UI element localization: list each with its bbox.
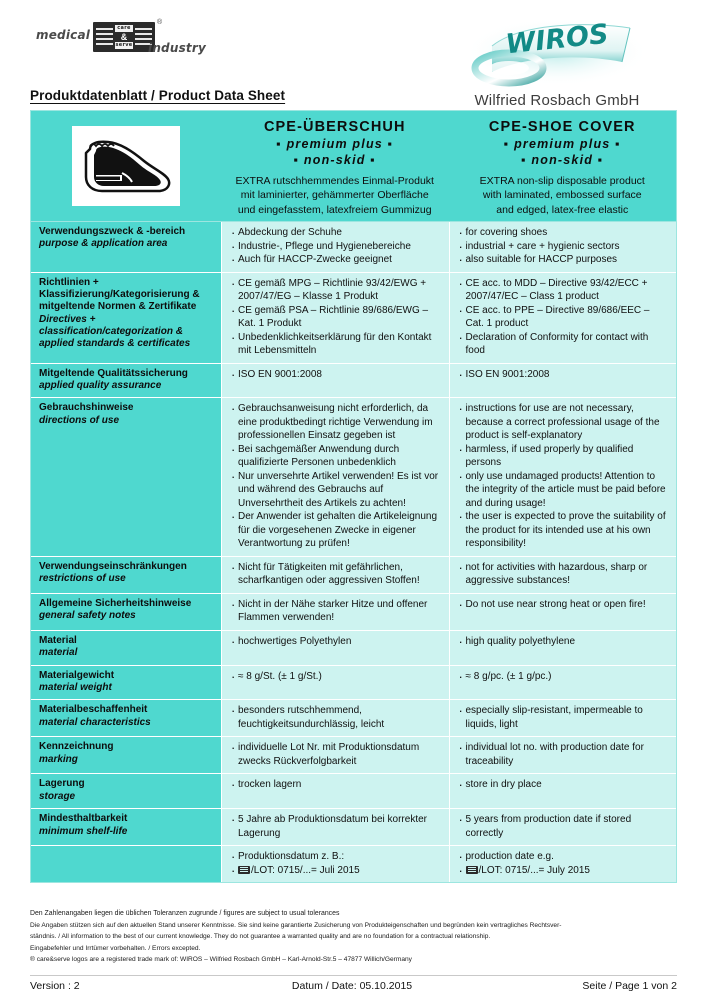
- product-title-de: [221, 111, 449, 221]
- footer-meta-row: [30, 980, 677, 992]
- row-label-en: Directives + classification/categorization & applied standards & certificates: [39, 313, 191, 350]
- care-serve-brand-block: [30, 14, 330, 103]
- wiros-logo-icon: [462, 16, 652, 90]
- list-item: · ≈ 8 g/St. (± 1 g/St.): [230, 670, 441, 684]
- row-content-en: [450, 699, 677, 736]
- table-row: [31, 665, 676, 700]
- trademark-note: ® care&serve logos are a registered trade mark of: WIROS – Wilfried Rosbach GmbH – Karl-Arnold-Str.5 – 47877 Willich/Germany: [30, 956, 412, 964]
- product-tag-nonskid-de: ▪ non-skid ▪: [293, 153, 376, 167]
- row-label-en: restrictions of use: [39, 573, 126, 585]
- product-image-cell: [31, 111, 221, 221]
- bullet-list-de: [230, 813, 441, 840]
- disclaimer-text: [30, 908, 677, 966]
- row-label-de: Gebrauchshinweise: [39, 402, 134, 414]
- bullet-list-de: [230, 598, 441, 625]
- bullet-list-en: [458, 277, 669, 358]
- product-description-de-line-3: und eingefasstem, latexfreiem Gummizug: [237, 203, 432, 216]
- row-content-de: [221, 593, 450, 630]
- row-content-de: [221, 773, 450, 808]
- row-label-en: marking: [39, 753, 78, 765]
- bullet-list-en: [458, 778, 669, 792]
- row-content-de: [221, 556, 450, 593]
- specification-table: [30, 222, 677, 883]
- disclaimer-line-2: Die Angaben stützen sich auf den aktuellen Stand unserer Kenntnisse. Sie sind keine garantierte Zusicherung von Produkteigenschaften und begründen kein vertragliches Rechtsver-: [30, 921, 562, 929]
- row-content-en: [450, 630, 677, 665]
- bullet-list-de: [230, 226, 441, 267]
- care-serve-mark-icon: [93, 22, 155, 52]
- product-description-en-line-1: EXTRA non-slip disposable product: [479, 175, 645, 187]
- bullet-list-en: [458, 226, 669, 267]
- row-content-de: [221, 272, 450, 363]
- list-item: · not for activities with hazardous, sharp or aggressive substances!: [458, 561, 669, 588]
- list-item: · individual lot no. with production date for traceability: [458, 741, 669, 768]
- disclaimer-line-3: ständnis. / All information to the best of our current knowledge. They do not guarantee a warranted quality and are no foundation for a contractual relationship.: [30, 933, 491, 941]
- list-item: · ISO EN 9001:2008: [230, 368, 441, 382]
- table-row: [31, 593, 676, 630]
- svg-text:WIROS: WIROS: [504, 18, 610, 61]
- bullet-list-en: [458, 402, 669, 551]
- product-description-en: [459, 174, 667, 217]
- row-content-de: [221, 363, 450, 398]
- row-content-de: [221, 736, 450, 773]
- document-date: Datum / Date: 05.10.2015: [291, 980, 413, 992]
- product-description-de-line-1: EXTRA rutschhemmendes Einmal-Produkt: [235, 175, 434, 187]
- footer-divider: [30, 975, 677, 976]
- row-label-de: Kennzeichnung: [39, 741, 114, 753]
- row-content-en: [450, 773, 677, 808]
- list-item: · 5 years from production date if stored correctly: [458, 813, 669, 840]
- row-label-en: storage: [39, 790, 76, 802]
- page-footer: [30, 908, 677, 992]
- row-label-cell: [31, 556, 221, 593]
- list-item: · Produktionsdatum z. B.:: [230, 850, 441, 864]
- row-content-de: [221, 699, 450, 736]
- row-content-en: [450, 363, 677, 398]
- bullet-list-de: [230, 850, 441, 877]
- list-item: · production date e.g.: [458, 850, 669, 864]
- bullet-list-en: [458, 368, 669, 382]
- row-label-en: general safety notes: [39, 610, 136, 622]
- row-label-cell: [31, 397, 221, 556]
- list-item: · instructions for use are not necessary, because a correct professional usage of the product is self-explanatory: [458, 402, 669, 443]
- list-item: · Unbedenklichkeitserklärung für den Kontakt mit Lebensmitteln: [230, 331, 441, 358]
- bullet-list-en: [458, 598, 669, 612]
- wiros-logo: [437, 16, 677, 90]
- page-header: [30, 0, 677, 110]
- list-item: · CE acc. to PPE – Directive 89/686/EEC – Cat. 1 product: [458, 304, 669, 331]
- row-content-en: [450, 556, 677, 593]
- list-item: · Abdeckung der Schuhe: [230, 226, 441, 240]
- disclaimer-line-1: Den Zahlenangaben liegen die üblichen Toleranzen zugrunde / figures are subject to usual tolerances: [30, 909, 340, 917]
- row-label-de: Verwendungseinschränkungen: [39, 560, 187, 572]
- row-label-cell: [31, 222, 221, 272]
- row-label-en: minimum shelf-life: [39, 825, 128, 837]
- row-label-en: material: [39, 647, 78, 659]
- row-label-en: material characteristics: [39, 716, 151, 728]
- row-label-de: Materialgewicht: [39, 669, 115, 681]
- bullet-list-en: [458, 813, 669, 840]
- list-item: · especially slip-resistant, impermeable to liquids, light: [458, 704, 669, 731]
- list-item: · ISO EN 9001:2008: [458, 368, 669, 382]
- list-item: · trocken lagern: [230, 778, 441, 792]
- list-item: · Gebrauchsanweisung nicht erforderlich, da eine produktbedingt richtige Verwendung im professionellen Einsatz gegeben ist: [230, 402, 441, 443]
- row-content-de: [221, 222, 450, 272]
- list-item: · besonders rutschhemmend, feuchtigkeitsundurchlässig, leicht: [230, 704, 441, 731]
- table-row: [31, 272, 676, 363]
- row-label-de: Mitgeltende Qualitätssicherung: [39, 367, 188, 379]
- row-content-de: [221, 397, 450, 556]
- document-version: Version : 2: [30, 980, 80, 992]
- row-label-de: Material: [39, 634, 77, 646]
- factory-icon: [466, 866, 478, 874]
- row-label-cell: [31, 363, 221, 398]
- list-item: · Auch für HACCP-Zwecke geeignet: [230, 253, 441, 267]
- bullet-list-de: [230, 561, 441, 588]
- row-label-de: Richtlinien + Klassifizierung/Kategorisierung & mitgeltende Normen & Zertifikate: [39, 276, 200, 313]
- bullet-list-de: [230, 670, 441, 684]
- list-item: · also suitable for HACCP purposes: [458, 253, 669, 267]
- list-item: · high quality polyethylene: [458, 635, 669, 649]
- product-image: [72, 126, 180, 206]
- row-label-cell: [31, 808, 221, 845]
- list-item: · for covering shoes: [458, 226, 669, 240]
- list-item: · CE acc. to MDD – Directive 93/42/ECC + 2007/47/EC – Class 1 product: [458, 277, 669, 304]
- bullet-list-en: [458, 635, 669, 649]
- product-description-de-line-2: mit laminierter, gehämmerter Oberfläche: [240, 189, 429, 202]
- wiros-brand-block: [437, 14, 677, 109]
- bullet-list-de: [230, 635, 441, 649]
- bullet-list-en: [458, 704, 669, 731]
- list-item-lot: · /LOT: 0715/...= Juli 2015: [230, 864, 441, 878]
- row-content-de: [221, 665, 450, 700]
- row-content-en: [450, 222, 677, 272]
- production-date-content-de: [221, 845, 450, 882]
- table-row: [31, 222, 676, 272]
- table-row: [31, 773, 676, 808]
- disclaimer-line-4: Eingabefehler und Irrtümer vorbehalten. / Errors excepted.: [30, 944, 201, 952]
- list-item: · store in dry place: [458, 778, 669, 792]
- list-item: · Industrie-, Pflege und Hygienebereiche: [230, 240, 441, 254]
- product-name-en: CPE-SHOE COVER: [488, 119, 636, 135]
- product-description-en-line-3: and edged, latex-free elastic: [496, 203, 629, 216]
- table-row-production-date: [31, 845, 676, 882]
- row-label-en: purpose & application area: [39, 238, 168, 250]
- row-label-en: material weight: [39, 681, 112, 693]
- product-tag-premium-de: ▪ premium plus ▪: [276, 137, 394, 151]
- table-row: [31, 736, 676, 773]
- product-description-en-line-2: with laminated, embossed surface: [482, 189, 642, 202]
- list-item: · CE gemäß MPG – Richtlinie 93/42/EWG + 2007/47/EG – Klasse 1 Produkt: [230, 277, 441, 304]
- row-content-en: [450, 736, 677, 773]
- factory-icon: [238, 866, 250, 874]
- product-header-band: [30, 110, 677, 222]
- list-item: · Nur unversehrte Artikel verwenden! Es ist vor und während des Gebrauchs auf Unversehrtheit des Artikels zu achten!: [230, 470, 441, 511]
- bullet-list-de: [230, 778, 441, 792]
- table-row: [31, 556, 676, 593]
- list-item: · Declaration of Conformity for contact with food: [458, 331, 669, 358]
- logo-word-medical: medical: [36, 28, 91, 42]
- list-item: · harmless, if used properly by qualified persons: [458, 443, 669, 470]
- row-label-de: Materialbeschaffenheit: [39, 704, 148, 716]
- bullet-list-en: [458, 670, 669, 684]
- row-label-cell: [31, 736, 221, 773]
- care-and-serve-logo: [36, 14, 221, 62]
- row-content-en: [450, 593, 677, 630]
- bullet-list-de: [230, 704, 441, 731]
- product-description-de: [231, 174, 439, 217]
- row-label-en: directions of use: [39, 414, 120, 426]
- row-label-cell: [31, 665, 221, 700]
- bullet-list-de: [230, 402, 441, 551]
- row-label-cell: [31, 773, 221, 808]
- product-name-de: CPE-ÜBERSCHUH: [263, 119, 406, 135]
- list-item: · CE gemäß PSA – Richtlinie 89/686/EWG – Kat. 1 Produkt: [230, 304, 441, 331]
- list-item: · 5 Jahre ab Produktionsdatum bei korrekter Lagerung: [230, 813, 441, 840]
- page-title: Produktdatenblatt / Product Data Sheet: [30, 88, 286, 103]
- product-title-en: [449, 111, 677, 221]
- row-label-cell: [31, 699, 221, 736]
- company-name: Wilfried Rosbach GmbH: [474, 92, 640, 109]
- row-label-de: Mindesthaltbarkeit: [39, 813, 128, 825]
- table-row: [31, 363, 676, 398]
- table-row: [31, 397, 676, 556]
- production-date-content-en: [450, 845, 677, 882]
- list-item: · Nicht für Tätigkeiten mit gefährlichen, scharfkantigen oder aggressiven Stoffen!: [230, 561, 441, 588]
- row-label-cell: [31, 593, 221, 630]
- logo-ampersand: &: [120, 32, 128, 42]
- list-item: · individuelle Lot Nr. mit Produktionsdatum zwecks Rückverfolgbarkeit: [230, 741, 441, 768]
- registered-trademark-icon: ®: [157, 19, 163, 26]
- row-content-en: [450, 808, 677, 845]
- list-item: · the user is expected to prove the suitability of the product for its intended use at his own responsibility!: [458, 510, 669, 551]
- list-item: · industrial + care + hygienic sectors: [458, 240, 669, 254]
- bullet-list-en: [458, 561, 669, 588]
- row-label-cell-empty: [31, 845, 221, 882]
- row-label-cell: [31, 272, 221, 363]
- list-item: · ≈ 8 g/pc. (± 1 g/pc.): [458, 670, 669, 684]
- table-row: [31, 630, 676, 665]
- row-label-de: Allgemeine Sicherheitshinweise: [39, 597, 192, 609]
- row-content-en: [450, 272, 677, 363]
- bullet-list-en: [458, 850, 669, 877]
- row-content-en: [450, 665, 677, 700]
- bullet-list-de: [230, 741, 441, 768]
- table-row: [31, 699, 676, 736]
- list-item: · hochwertiges Polyethylen: [230, 635, 441, 649]
- row-content-en: [450, 397, 677, 556]
- row-label-cell: [31, 630, 221, 665]
- table-row: [31, 808, 676, 845]
- product-tag-nonskid-en: ▪ non-skid ▪: [521, 153, 604, 167]
- row-label-de: Verwendungszweck & -bereich: [39, 226, 186, 237]
- list-item: · only use undamaged products! Attention to the integrity of the article must be paid before and during usage!: [458, 470, 669, 511]
- bullet-list-en: [458, 741, 669, 768]
- bullet-list-de: [230, 277, 441, 358]
- list-item: · Der Anwender ist gehalten die Artikeleignung für die vorgesehenen Zwecke in eigener Verantwortung zu prüfen!: [230, 510, 441, 551]
- list-item: · Nicht in der Nähe starker Hitze und offener Flammen verwenden!: [230, 598, 441, 625]
- page-number: Seite / Page 1 von 2: [582, 980, 677, 992]
- product-tag-premium-en: ▪ premium plus ▪: [503, 137, 621, 151]
- logo-chip-care: care: [115, 25, 133, 32]
- row-label-de: Lagerung: [39, 778, 85, 790]
- logo-word-industry: industry: [148, 41, 207, 55]
- row-content-de: [221, 808, 450, 845]
- logo-chip-serve: serve: [115, 42, 133, 48]
- shoe-cover-icon: [76, 133, 176, 199]
- bullet-list-de: [230, 368, 441, 382]
- row-content-de: [221, 630, 450, 665]
- list-item: · Do not use near strong heat or open fire!: [458, 598, 669, 612]
- row-label-en: applied quality assurance: [39, 379, 162, 391]
- list-item: · Bei sachgemäßer Anwendung durch qualifizierte Personen unbedenklich: [230, 443, 441, 470]
- list-item-lot: · /LOT: 0715/...= July 2015: [458, 864, 669, 878]
